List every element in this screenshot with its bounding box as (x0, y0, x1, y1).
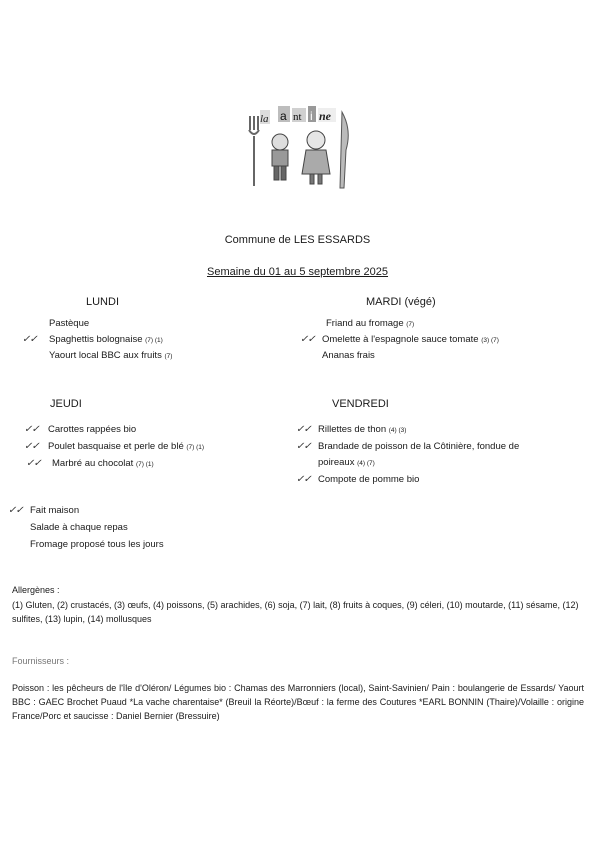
menu-item-mardi-2: Omelette à l'espagnole sauce tomate (3) (7) (322, 334, 499, 345)
menu-item-lundi-2: Spaghettis bolognaise (7) (1) (49, 334, 163, 345)
menu-item-mardi-3: Ananas frais (322, 350, 375, 361)
homemade-icon: ✓✓ (300, 334, 315, 345)
svg-text:a: a (280, 109, 287, 123)
menu-item-lundi-3: Yaourt local BBC aux fruits (7) (49, 350, 173, 361)
logo-letters-la: la (260, 113, 269, 125)
day-title-jeudi: JEUDI (50, 398, 82, 410)
day-title-mardi: MARDI (végé) (366, 296, 436, 308)
commune-title: Commune de LES ESSARDS (224, 234, 371, 246)
menu-item-vendredi-2: Brandade de poisson de la Côtinière, fondue de (318, 441, 520, 452)
day-title-vendredi: VENDREDI (332, 398, 389, 410)
legend-salad: Salade à chaque repas (30, 522, 128, 533)
menu-item-vendredi-2-cont: poireaux (4) (7) (318, 457, 375, 468)
suppliers-text: Poisson : les pêcheurs de l'île d'Oléron/ Légumes bio : Chamas des Marronniers (local), Saint-Savinien/ Pain : boulangerie de Essards/ Yaourt BBC : GAEC Brochet Puaud *La vache charentaise* (Breuil la Réorte)/Bœuf : la ferme des Coutures *EARL BONNIN (Thaire)/Volaille : origine France/Porc et saucisse : Daniel Bernier (Bressuire) (12, 683, 584, 721)
homemade-icon: ✓✓ (296, 441, 311, 452)
la-cantine-logo (244, 100, 356, 196)
allergens-title: Allergènes : (12, 585, 60, 595)
menu-item-lundi-1: Pastèque (49, 318, 90, 329)
week-title: Semaine du 01 au 5 septembre 2025 (206, 266, 389, 278)
menu-item-jeudi-3: Marbré au chocolat (7) (1) (52, 458, 154, 469)
svg-text:ne: ne (319, 109, 331, 123)
day-title-lundi: LUNDI (86, 296, 120, 308)
homemade-icon: ✓✓ (8, 505, 23, 516)
allergens-text: (1) Gluten, (2) crustacés, (3) œufs, (4) poissons, (5) arachides, (6) soja, (7) lait, (8) fruits à coques, (9) céleri, (10) moutarde, (11) sésame, (12) sulfites, (13) lupin, (14) mollusques (12, 600, 579, 624)
suppliers-title: Fournisseurs : (12, 656, 70, 666)
legend-cheese: Fromage proposé tous les jours (30, 539, 164, 550)
homemade-icon: ✓✓ (22, 334, 37, 345)
menu-item-mardi-1: Friand au fromage (7) (326, 318, 415, 329)
legend-homemade: Fait maison (30, 505, 80, 516)
menu-item-vendredi-3: Compote de pomme bio (318, 474, 420, 485)
homemade-icon: ✓✓ (26, 458, 41, 469)
svg-text:nt: nt (293, 111, 302, 123)
menu-item-vendredi-1: Rillettes de thon (4) (3) (318, 424, 407, 435)
menu-item-jeudi-2: Poulet basquaise et perle de blé (7) (1) (48, 441, 205, 452)
homemade-icon: ✓✓ (296, 474, 311, 485)
menu-item-jeudi-1: Carottes rappées bio (48, 424, 137, 435)
homemade-icon: ✓✓ (296, 424, 311, 435)
svg-text:i: i (310, 109, 313, 123)
homemade-icon: ✓✓ (24, 441, 39, 452)
homemade-icon: ✓✓ (24, 424, 39, 435)
